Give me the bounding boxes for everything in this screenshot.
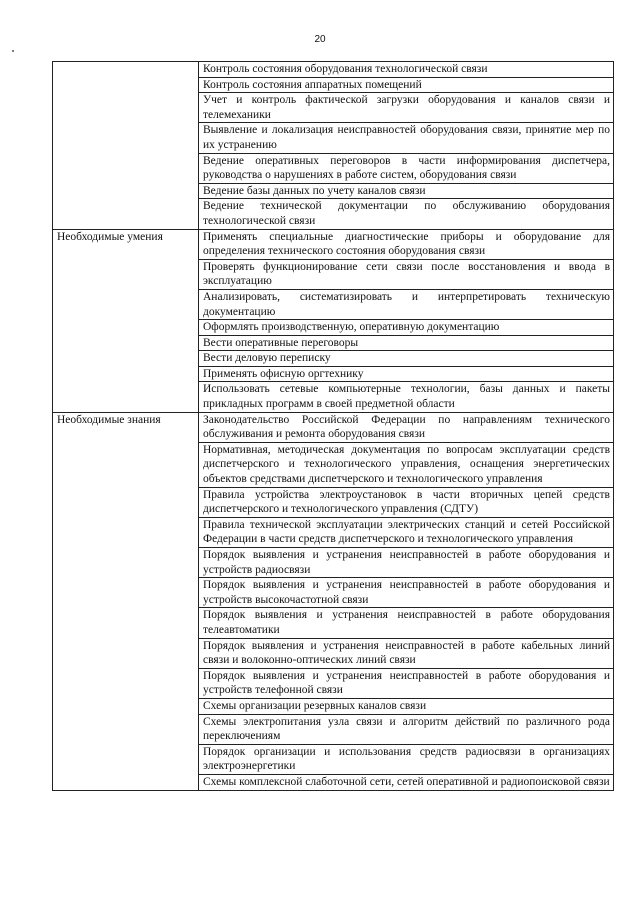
list-item: Схемы организации резервных каналов связи bbox=[199, 698, 613, 714]
list-item: Порядок выявления и устранения неисправностей в работе оборудования и устройств радиосвязи bbox=[199, 547, 613, 577]
list-item: Порядок выявления и устранения неисправностей в работе оборудования и устройств телефонной связи bbox=[199, 668, 613, 698]
scan-dot bbox=[12, 50, 14, 52]
list-item: Нормативная, методическая документация по вопросам эксплуатации средств диспетчерского и технологического управления, оснащения энергетических объектов средствами диспетчерского и технологического управления bbox=[199, 442, 613, 487]
section-label: Необходимые умения bbox=[57, 230, 163, 243]
list-item: Вести деловую переписку bbox=[199, 350, 613, 366]
section-label-cell bbox=[53, 62, 199, 230]
section-label-cell bbox=[53, 229, 199, 412]
page-number: 20 bbox=[314, 34, 326, 45]
section-items-cell bbox=[199, 62, 614, 230]
list-item: Порядок выявления и устранения неисправностей в работе кабельных линий связи и волоконно-оптических линий связи bbox=[199, 638, 613, 668]
list-item: Анализировать, систематизировать и интерпретировать техническую документацию bbox=[199, 289, 613, 319]
section-items-list bbox=[199, 62, 613, 229]
list-item: Вести оперативные переговоры bbox=[199, 335, 613, 351]
requirements-table bbox=[52, 61, 614, 791]
list-item: Использовать сетевые компьютерные технологии, базы данных и пакеты прикладных программ в своей предметной области bbox=[199, 381, 613, 411]
list-item: Законодательство Российской Федерации по направлениям технического обслуживания и ремонта оборудования связи bbox=[203, 413, 610, 441]
list-item: Ведение технической документации по обслуживанию оборудования технологической связи bbox=[199, 198, 613, 228]
table-section-row bbox=[53, 62, 614, 230]
list-item: Проверять функционирование сети связи после восстановления и ввода в эксплуатацию bbox=[199, 259, 613, 289]
list-item: Порядок выявления и устранения неисправностей в работе оборудования телеавтоматики bbox=[199, 607, 613, 637]
list-item: Порядок выявления и устранения неисправностей в работе оборудования и устройств высокочастотной связи bbox=[199, 577, 613, 607]
list-item: Выявление и локализация неисправностей оборудования связи, принятие мер по их устранению bbox=[199, 122, 613, 152]
list-item: Оформлять производственную, оперативную документацию bbox=[199, 319, 613, 335]
list-item: Контроль состояния аппаратных помещений bbox=[199, 77, 613, 93]
section-items-list bbox=[199, 230, 613, 412]
list-item: Порядок организации и использования средств радиосвязи в организациях электроэнергетики bbox=[199, 744, 613, 774]
list-item: Контроль состояния оборудования технологической связи bbox=[203, 63, 488, 75]
list-item: Учет и контроль фактической загрузки оборудования и каналов связи и телемеханики bbox=[199, 92, 613, 122]
list-item: Правила технической эксплуатации электрических станций и сетей Российской Федерации в части средств диспетчерского и технологического управления bbox=[199, 517, 613, 547]
section-items-list bbox=[199, 413, 613, 790]
section-items-cell bbox=[199, 229, 614, 412]
table-section-row bbox=[53, 229, 614, 412]
table-section-row bbox=[53, 412, 614, 790]
list-item: Ведение базы данных по учету каналов связи bbox=[199, 183, 613, 199]
list-item: Схемы комплексной слаботочной сети, сетей оперативной и радиопоисковой связи bbox=[199, 774, 613, 790]
section-items-cell bbox=[199, 412, 614, 790]
list-item: Схемы электропитания узла связи и алгоритм действий по различного рода переключениям bbox=[199, 714, 613, 744]
section-label: Необходимые знания bbox=[57, 413, 161, 426]
list-item: Ведение оперативных переговоров в части информирования диспетчера, руководства о нарушениях в работе систем, оборудования связи bbox=[199, 153, 613, 183]
list-item: Применять специальные диагностические приборы и оборудование для определения технического состояния оборудования связи bbox=[203, 230, 610, 258]
list-item: Правила устройства электроустановок в части вторичных цепей средств диспетчерского и технологического управления (СДТУ) bbox=[199, 487, 613, 517]
list-item: Применять офисную оргтехнику bbox=[199, 366, 613, 382]
section-label-cell bbox=[53, 412, 199, 790]
